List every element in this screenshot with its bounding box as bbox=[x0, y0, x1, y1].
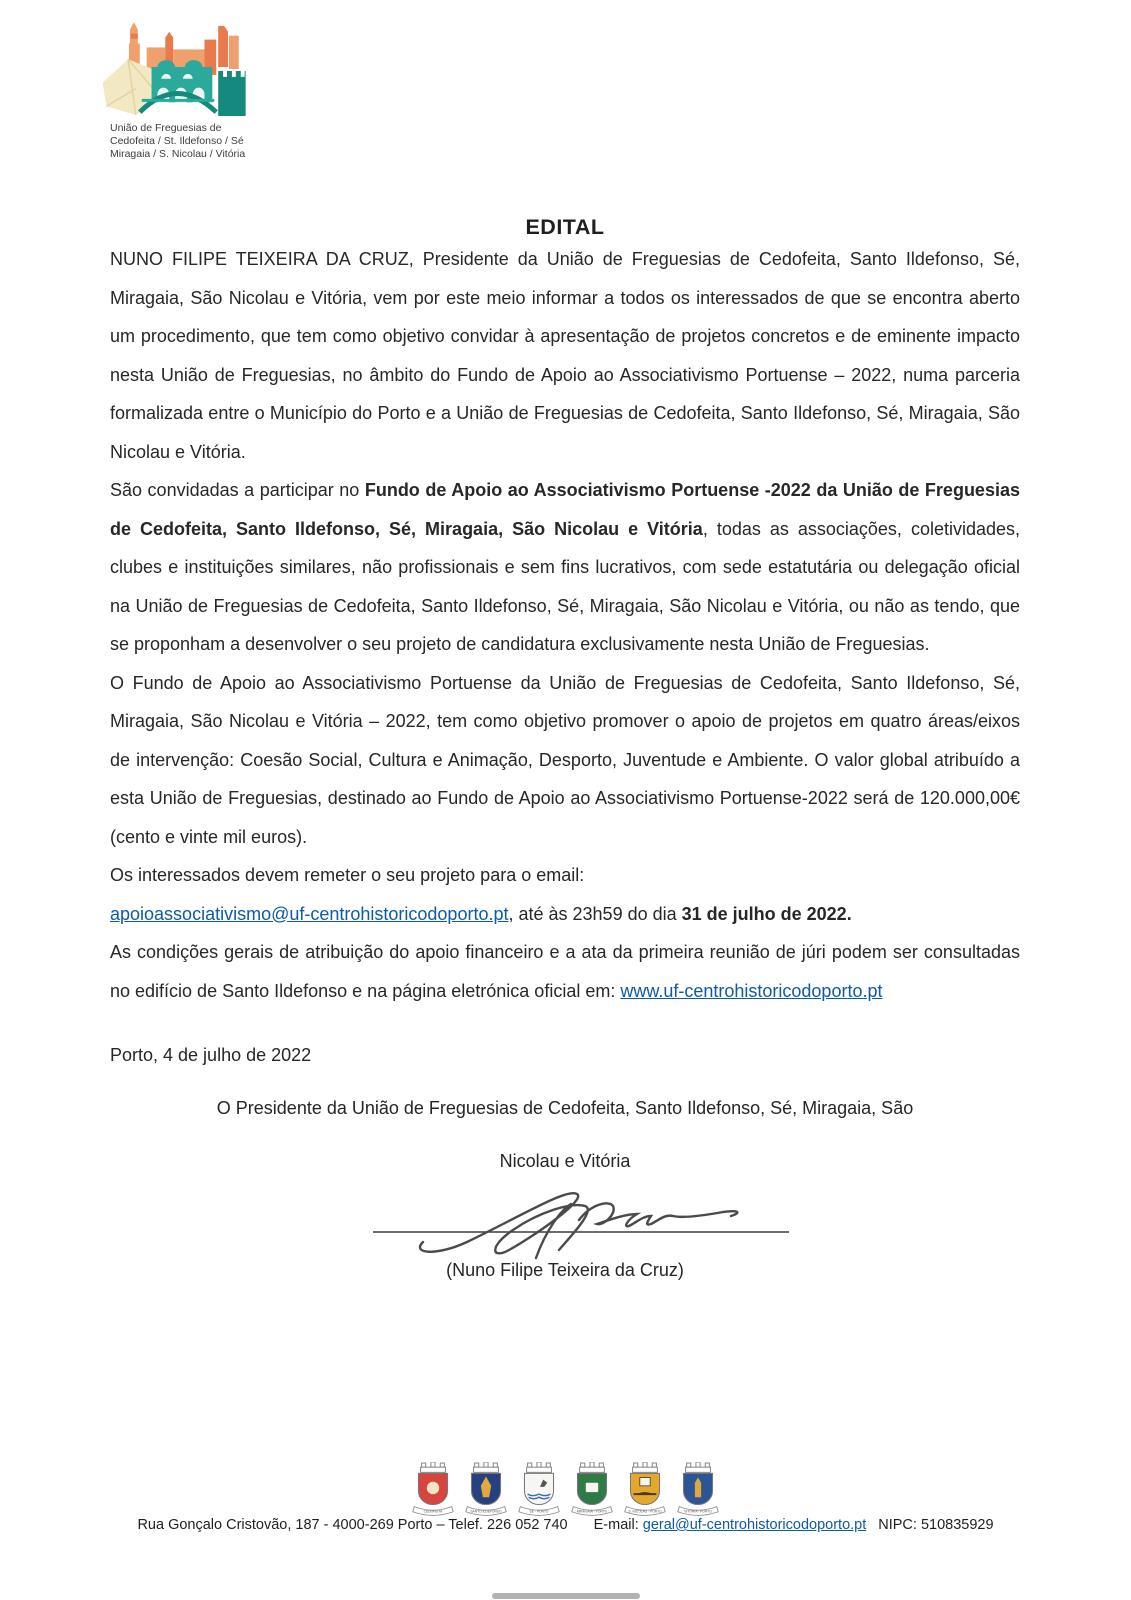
crest-santo-ildefonso-icon bbox=[463, 1462, 509, 1518]
date-line: Porto, 4 de julho de 2022 bbox=[110, 1045, 312, 1065]
footer-contact bbox=[0, 1517, 1131, 1533]
svg-text:SÉ - PORTO: SÉ - PORTO bbox=[529, 1509, 549, 1514]
svg-text:VITÓRIA - PORTO: VITÓRIA - PORTO bbox=[684, 1509, 712, 1514]
paragraph-conditions bbox=[110, 933, 1020, 1010]
org-name-line: União de Freguesias de bbox=[110, 122, 222, 134]
crest-se-icon bbox=[516, 1462, 562, 1518]
footer-address: Rua Gonçalo Cristovão, 187 - 4000-269 Porto – Telef. 226 052 740 bbox=[137, 1517, 568, 1533]
submission-email-link[interactable]: apoioassociativismo@uf-centrohistoricodoporto.pt bbox=[110, 903, 509, 924]
crest-cedofeita-icon bbox=[410, 1462, 456, 1518]
crest-s-nicolau-icon bbox=[622, 1462, 668, 1518]
footer-nipc: NIPC: 510835929 bbox=[878, 1517, 994, 1533]
fund-description-text: O Fundo de Apoio ao Associativismo Portuense da União de Freguesias de Cedofeita, Santo Ildefonso, Sé, Miragaia, São Nicolau e Vitória – 2022, tem como objetivo promover o apoio de projetos em quatro áreas/eixos de intervenção: Coesão Social, Cultura e Animação, Desporto, Juventude e Ambiente. O valor global atribuído a esta União de Freguesias, destinado ao Fundo de Apoio ao Associativismo Portuense-2022 será de 120.000,00€ (cento e vinte mil euros). bbox=[110, 672, 1020, 847]
svg-text:SANTO ILDEFONSO: SANTO ILDEFONSO bbox=[470, 1509, 502, 1514]
invitation-pre: São convidadas a participar no bbox=[110, 480, 365, 500]
signature-scribble-icon bbox=[371, 1180, 791, 1266]
org-name-line: Miragaia / S. Nicolau / Vitória bbox=[110, 148, 246, 160]
org-name-line: Cedofeita / St. Ildefonso / Sé bbox=[110, 135, 244, 147]
porto-skyline-logo-icon bbox=[100, 20, 258, 118]
paragraph-intro bbox=[110, 240, 1020, 471]
submission-intro: Os interessados devem remeter o seu projeto para o email: bbox=[110, 865, 585, 885]
footer-email-link[interactable]: geral@uf-centrohistoricodoporto.pt bbox=[642, 1517, 867, 1533]
footer-email-label: E-mail: bbox=[593, 1517, 639, 1533]
org-logo bbox=[100, 20, 258, 161]
paragraph-submission bbox=[110, 856, 1020, 933]
conditions-text: As condições gerais de atribuição do apoio financeiro e a ata da primeira reunião de júri podem ser consultadas no edifício de Santo Ildefonso e na página eletrónica oficial em: bbox=[110, 942, 1020, 1001]
svg-text:CEDOFEITA: CEDOFEITA bbox=[423, 1509, 443, 1514]
paragraph-invitation bbox=[110, 471, 1020, 664]
crest-vitoria-icon bbox=[675, 1462, 721, 1518]
deadline-bold: 31 de julho de 2022. bbox=[681, 903, 852, 924]
paragraph-intro-text: NUNO FILIPE TEIXEIRA DA CRUZ, Presidente da União de Freguesias de Cedofeita, Santo Ildefonso, Sé, Miragaia, São Nicolau e Vitória, vem por este meio informar a todos os interessados de que se encontra aberto um procedimento, que tem como objetivo convidar à apresentação de projetos concretos e de eminente impacto nesta União de Freguesias, no âmbito do Fundo de Apoio ao Associativismo Portuense – 2022, numa parceria formalizada entre o Município do Porto e a União de Freguesias de Cedofeita, Santo Ildefonso, Sé, Miragaia, São Nicolau e Vitória. bbox=[110, 249, 1020, 462]
parish-crests bbox=[0, 1462, 1131, 1518]
president-title-line1: O Presidente da União de Freguesias de Cedofeita, Santo Ildefonso, Sé, Miragaia, São bbox=[216, 1098, 914, 1118]
crest-miragaia-icon bbox=[569, 1462, 615, 1518]
scroll-handle[interactable] bbox=[492, 1593, 640, 1599]
org-name bbox=[110, 122, 258, 161]
svg-text:MIRAGAIA - PORTO: MIRAGAIA - PORTO bbox=[576, 1509, 608, 1514]
svg-text:S. NICOLAU - PORTO: S. NICOLAU - PORTO bbox=[628, 1509, 662, 1514]
paragraph-fund-description bbox=[110, 664, 1020, 857]
fund-name-bold: Fundo de Apoio ao Associativismo Portuense -2022 da União de Freguesias de Cedofeita, Santo Ildefonso, Sé, Miragaia, São Nicolau e Vitória bbox=[110, 480, 1020, 539]
page-title: EDITAL bbox=[525, 215, 605, 239]
signature bbox=[371, 1180, 791, 1266]
document-body bbox=[110, 215, 1020, 1299]
signer-name: (Nuno Filipe Teixeira da Cruz) bbox=[446, 1260, 684, 1280]
website-link[interactable]: www.uf-centrohistoricodoporto.pt bbox=[620, 980, 883, 1001]
invitation-post: , todas as associações, coletividades, clubes e instituições similares, não profissionais e sem fins lucrativos, com sede estatutária ou delegação oficial na União de Freguesias de Cedofeita, Santo Ildefonso, Sé, Miragaia, São Nicolau e Vitória, ou não as tendo, que se proponham a desenvolver o seu projeto de candidatura exclusivamente nesta União de Freguesias. bbox=[110, 518, 1021, 654]
president-title-line2: Nicolau e Vitória bbox=[499, 1151, 631, 1171]
submission-mid: , até às 23h59 do dia bbox=[508, 903, 682, 924]
